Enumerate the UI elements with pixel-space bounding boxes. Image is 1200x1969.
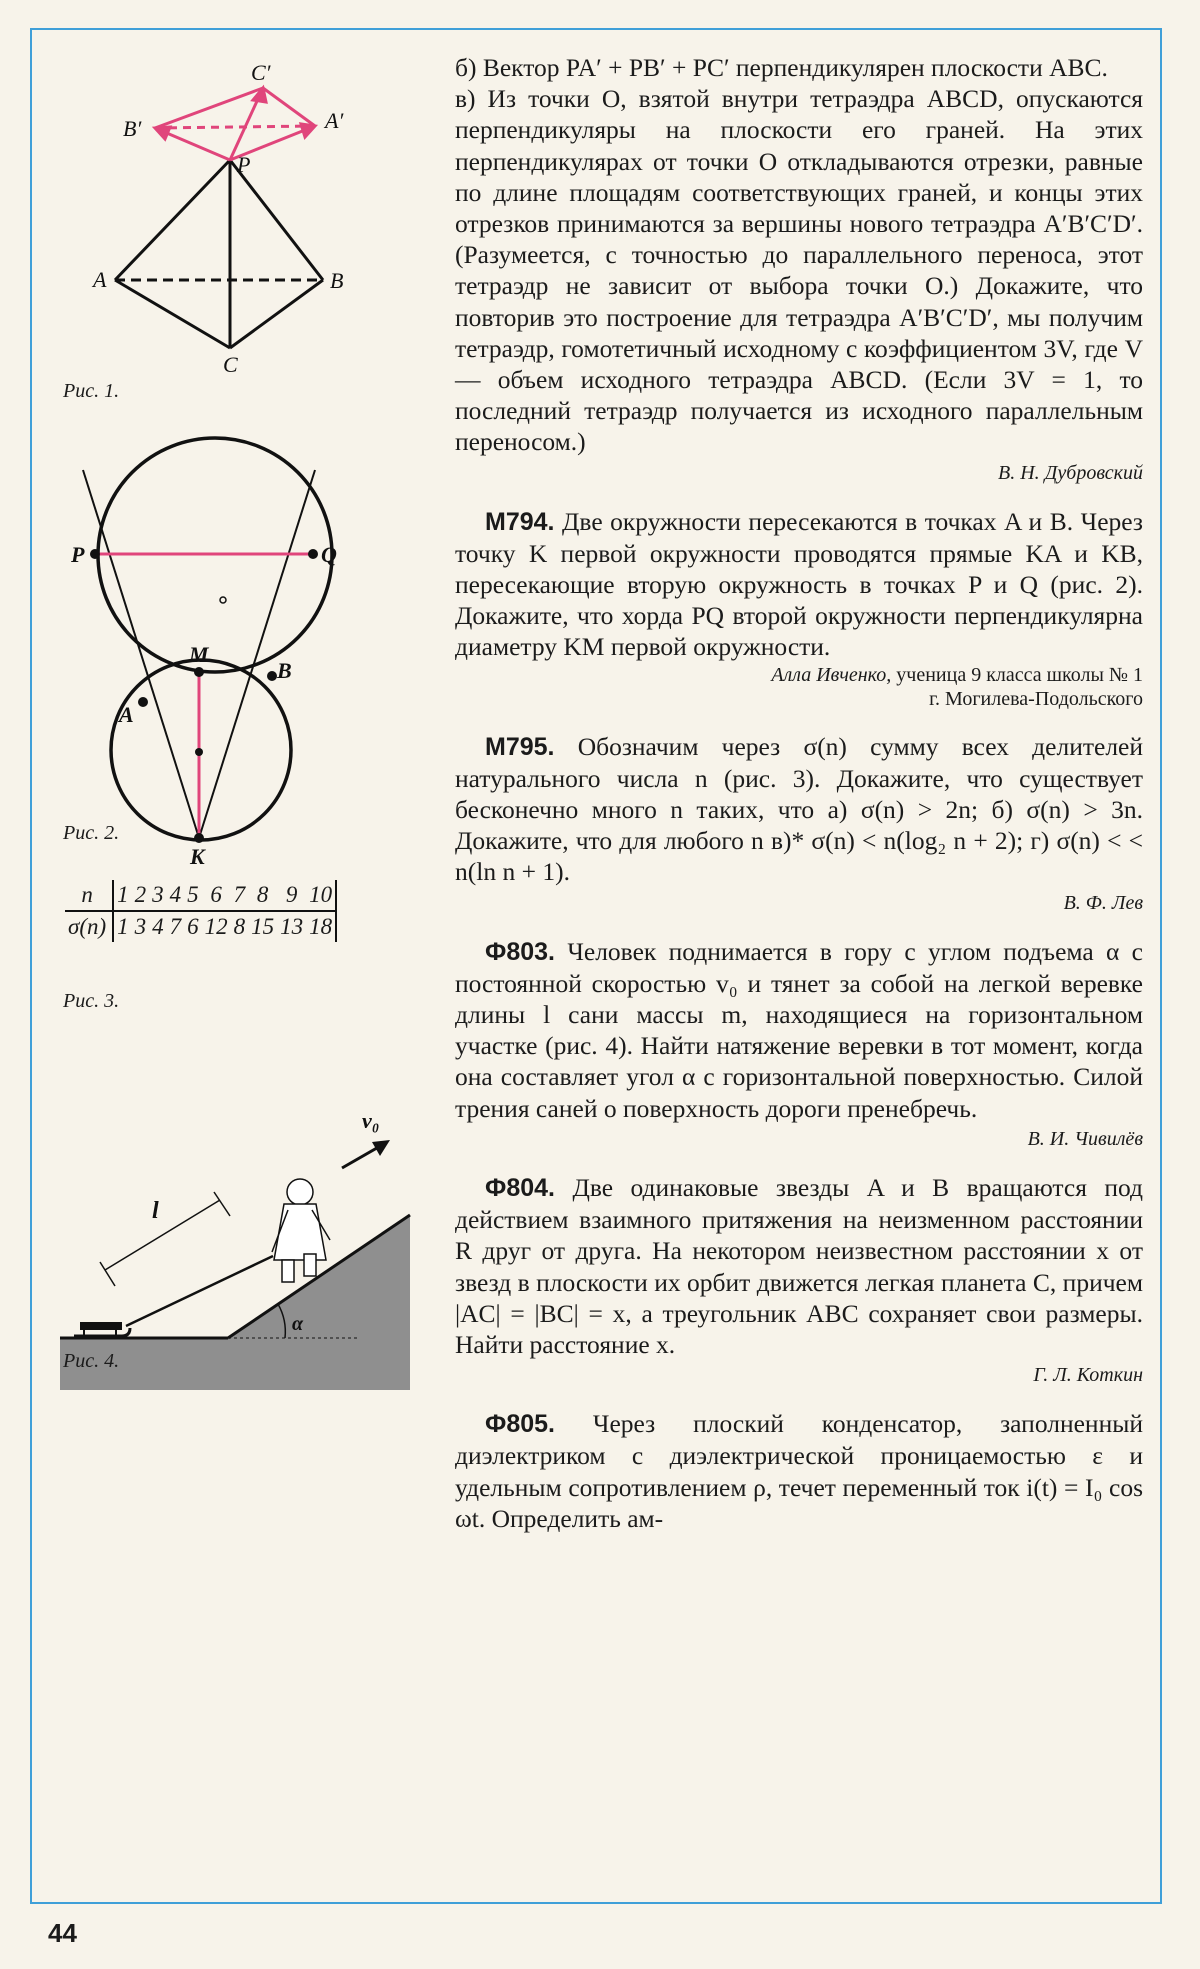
- label-b: B: [277, 658, 292, 683]
- table-cell: 7: [169, 914, 182, 939]
- problem-id: М795.: [485, 732, 555, 761]
- row-header-n: n: [65, 880, 113, 911]
- label-v0: v₀: [362, 1108, 380, 1133]
- problem-f804: [455, 1172, 1143, 1388]
- paragraph-part-v: в) Из точки O, взятой внутри тетраэдра ABCD, опускаются перпендикуляры на плоскости его граней. На этих перпендикулярах от точки O откладываются отрезки, равные по длине площадям соответствующих граней, и концы этих отрезков принимаются за вершины нового тетраэдра A′B′C′D′. (Разумеется, с точностью до параллельного переноса, этот тетраэдр не зависит от выбора точки O.) Докажите, что повторив это построение для тетраэдра A′B′C′D′, мы получим тетраэдр, гомотетичный исходному с коэффициентом 3V, где V — объем исходного тетраэдра ABCD. (Если 3V = 1, то последний тетраэдр получается из исходного параллельным переносом.): [455, 84, 1143, 457]
- table-cell: 2: [132, 880, 150, 911]
- paragraph-part-b: б) Вектор PA′ + PB′ + PC′ перпендикулярен плоскости ABC.: [455, 53, 1108, 82]
- label-p: P: [237, 152, 251, 177]
- label-l: l: [152, 1198, 159, 1224]
- author-ivchenko: [455, 663, 1143, 687]
- edge-b-a-prime: [155, 126, 315, 128]
- point-m: [194, 667, 204, 677]
- edge-pb: [230, 160, 323, 280]
- label-p: P: [71, 542, 85, 567]
- author-lev: В. Ф. Лев: [1063, 891, 1143, 914]
- table-row-n: [65, 880, 336, 911]
- point-q: [308, 549, 318, 559]
- point-k: [194, 833, 204, 843]
- figure-1-caption: Рис. 1.: [63, 380, 120, 402]
- sled: [74, 1322, 130, 1336]
- rope: [126, 1256, 273, 1326]
- figure-3-sigma-table: [65, 880, 337, 942]
- point-a: [138, 697, 148, 707]
- figure-3-caption: Рис. 3.: [63, 990, 120, 1012]
- label-q: Q: [321, 542, 337, 567]
- problem-m795: [455, 731, 1143, 916]
- point-b: [267, 671, 277, 681]
- figure-2-circles: [65, 440, 365, 869]
- figures-column: [55, 50, 435, 1890]
- table-cell: 1: [113, 880, 132, 911]
- arrowhead-a-prime: [301, 124, 315, 137]
- problem-text: Обозначим через σ(n) сумму всех делителей натурального числа n (рис. 3). Докажите, что существует бесконечно много n таких, что а) σ(n) > 2n; б) σ(n) > 3n. Докажите, что для любого n в)* σ(n) < n(log₂ n + 2); г) σ(n) < < n(ln n + 1).: [455, 731, 1144, 887]
- problem-id: Ф804.: [485, 1173, 555, 1202]
- text-column: [455, 52, 1143, 1534]
- figure-4-sled-on-slope: [60, 1090, 420, 1390]
- label-b-prime: B′: [123, 116, 142, 141]
- label-k: K: [190, 844, 205, 869]
- edge-c-a-prime: [263, 88, 315, 126]
- point-p: [90, 549, 100, 559]
- problem-id: М794.: [485, 507, 555, 536]
- center-first: [195, 748, 203, 756]
- edge-ac: [115, 280, 230, 348]
- table-cell: 12: [204, 914, 228, 939]
- arrowhead-b-prime: [155, 127, 170, 139]
- line-kq: [199, 470, 315, 838]
- figure-4-caption: Рис. 4.: [63, 1350, 120, 1372]
- problem-text: Человек поднимается в гору с углом подъема α с постоянной скоростью v₀ и тянет за собой на легкой веревке длины l сани массы m, находящиеся на горизонтальном участке (рис. 4). Найти натяжение веревки в тот момент, когда она составляет угол α с горизонтальной поверхностью. Силой трения саней о поверхность дороги пренебречь.: [455, 936, 1143, 1123]
- problem-text: Через плоский конденсатор, заполненный диэлектриком с диэлектрической проницаемостью ε и удельным сопротивлением ρ, течет переменный ток i(t) = I₀ cos ωt. Определить ам-: [455, 1409, 1143, 1533]
- table-cell: 5: [184, 880, 202, 911]
- page-number: 44: [48, 1918, 77, 1948]
- table-cell: 13: [280, 914, 304, 939]
- center-second: [220, 597, 226, 603]
- table-cell: 9: [277, 880, 306, 911]
- length-dimension: [105, 1200, 220, 1270]
- label-c-prime: C′: [251, 60, 271, 85]
- problem-text: Две окружности пересекаются в точках A и B. Через точку K первой окружности проводятся прямые KA и KB, пересекающие вторую окружность в точках P и Q (рис. 2). Докажите, что хорда PQ второй окружности перпендикулярна диаметру KM первой окружности.: [455, 506, 1144, 662]
- table-cell: 18: [306, 911, 336, 942]
- label-a: A: [119, 702, 134, 727]
- problem-id: Ф805.: [485, 1410, 555, 1439]
- figure-1-tetrahedron: [75, 50, 375, 377]
- table-cell: 1: [117, 914, 129, 939]
- table-cell: 6: [187, 914, 199, 939]
- author-dubrovsky: В. Н. Дубровский: [998, 461, 1143, 484]
- line-kp: [83, 470, 199, 838]
- problem-m794: [455, 506, 1143, 711]
- problem-id: Ф803.: [485, 937, 555, 966]
- author-chivilev: В. И. Чивилёв: [1027, 1127, 1143, 1150]
- label-b: B: [330, 268, 344, 293]
- table-row-sigma: [65, 911, 336, 942]
- table-cell: 3: [134, 914, 147, 939]
- table-cell: 8: [233, 914, 246, 939]
- author-name: Алла Ивченко,: [771, 663, 892, 686]
- table-cell: 4: [167, 880, 185, 911]
- label-a-prime: A′: [325, 108, 344, 133]
- problem-text: Две одинаковые звезды A и B вращаются под действием взаимного притяжения на неизменном расстоянии R друг от друга. На некотором неизвестном расстоянии x от звезд в плоскости их орбит движется легкая планета C, причем |AC| = |BC| = x, а треугольник ABC сохраняет свои размеры. Найти расстояние x.: [455, 1172, 1143, 1359]
- author-city: г. Могилева-Подольского: [929, 687, 1143, 710]
- table-cell: 3: [149, 880, 167, 911]
- label-m: M: [189, 642, 209, 667]
- label-alpha: α: [292, 1313, 304, 1335]
- author-kotkin: Г. Л. Коткин: [1033, 1364, 1143, 1387]
- label-a: A: [93, 267, 107, 292]
- table-cell: 7: [231, 880, 249, 911]
- table-cell: 4: [152, 914, 164, 939]
- edge-pa: [115, 160, 230, 280]
- table-cell: 6: [202, 880, 231, 911]
- table-cell: 10: [306, 880, 336, 911]
- figure-2-caption: Рис. 2.: [63, 822, 120, 844]
- edge-bc: [230, 280, 323, 348]
- child-figure: [272, 1179, 330, 1282]
- row-header-sigma: σ(n): [65, 911, 113, 942]
- problem-f803: [455, 936, 1143, 1152]
- table-cell: 8: [248, 880, 277, 911]
- author-note: ученица 9 класса школы № 1: [896, 663, 1143, 686]
- table-cell: 15: [251, 914, 275, 939]
- label-c: C: [223, 352, 238, 377]
- problem-f805: [455, 1408, 1143, 1534]
